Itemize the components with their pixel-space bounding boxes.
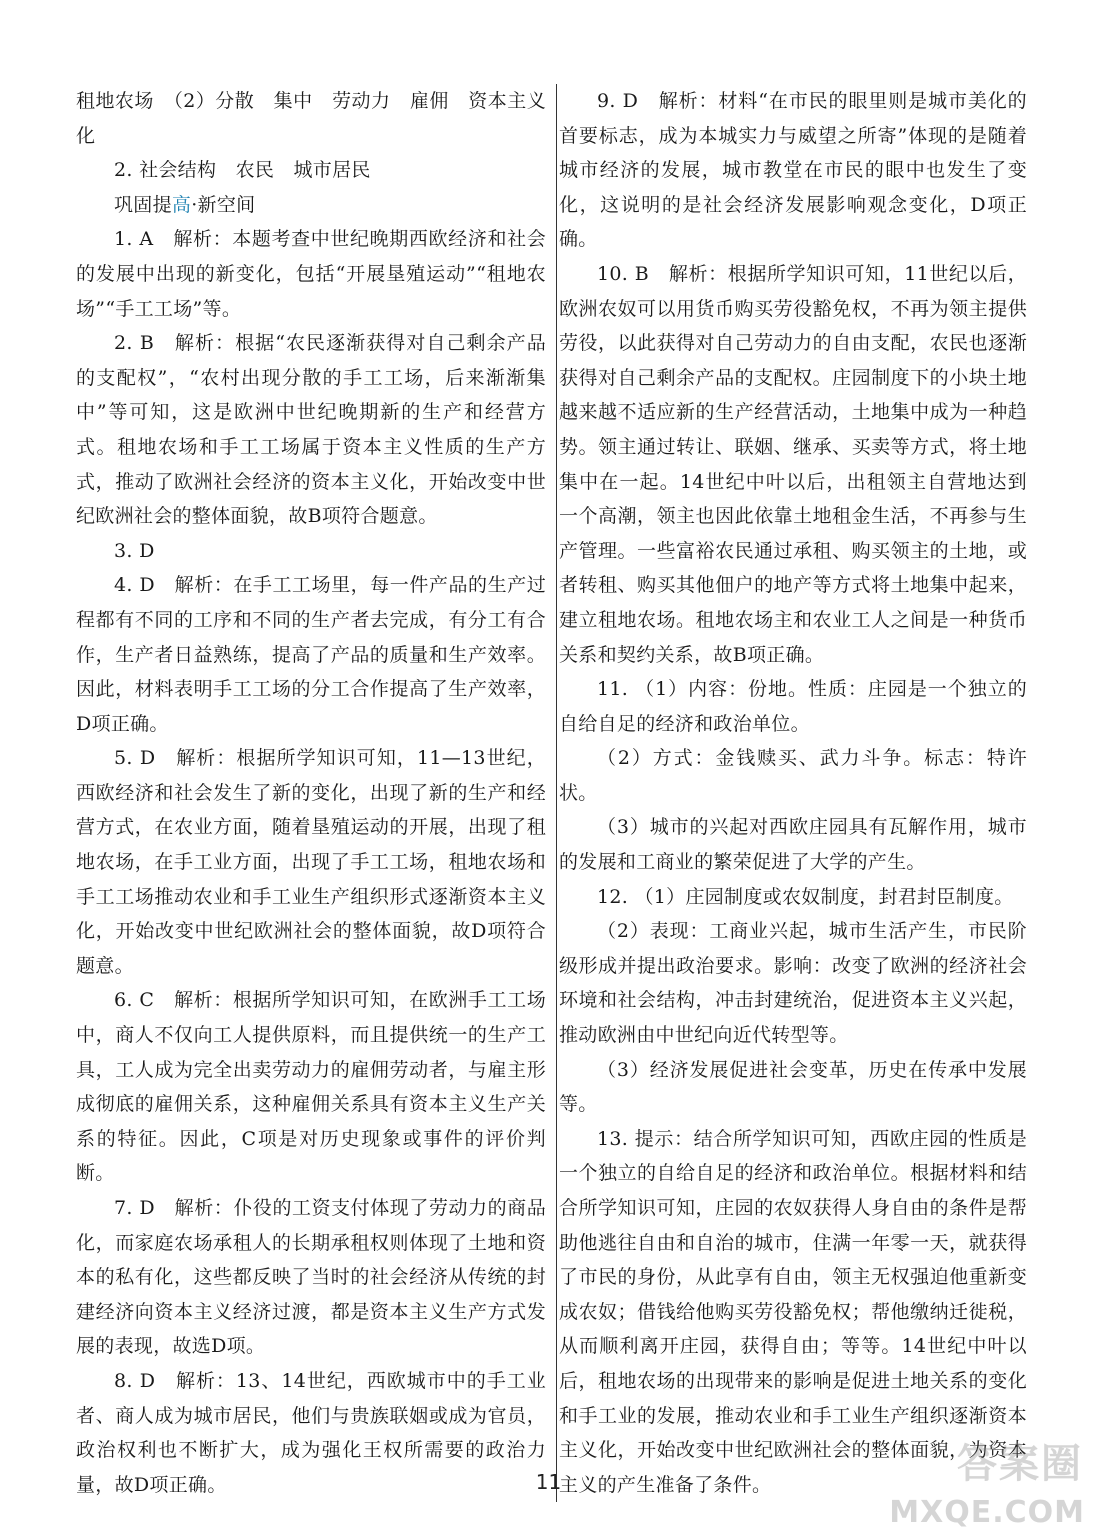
left-column [76, 84, 546, 1502]
answer-item: 2. B 解析：根据“农民逐渐获得对自己剩余产品的支配权”，“农村出现分散的手工工场，后来渐渐集中”等可知，这是欧洲中世纪晚期新的生产和经营方式。租地农场和手工工场属于资本主义性质的生产方式，推动了欧洲社会经济的资本主义化，开始改变中世纪欧洲社会的整体面貌，故B项符合题意。 [76, 332, 546, 528]
answer-item: （2）方式：金钱赎买、武力斗争。标志：特许状。 [559, 747, 1027, 804]
answer-item: （3）城市的兴起对西欧庄园具有瓦解作用，城市的发展和工商业的繁荣促进了大学的产生。 [559, 816, 1027, 874]
answer-item: 3. D [114, 539, 155, 562]
answer-item: 1. A 解析：本题考查中世纪晚期西欧经济和社会的发展中出现的新变化，包括“开展垦殖运动”“租地农场”“手工工场”等。 [76, 228, 546, 320]
answer-item: 9. D 解析：材料“在市民的眼里则是城市美化的首要标志，成为本城实力与威望之所寄”体现的是随着城市经济的发展，城市教堂在市民的眼中也发生了变化，这说明的是社会经济发展影响观念变化，D项正确。 [559, 90, 1027, 251]
watermark-logo [889, 1432, 1089, 1530]
paragraph: 租地农场 （2）分散 集中 劳动力 雇佣 资本主义化 [76, 90, 546, 147]
answer-item: 5. D 解析：根据所学知识可知，11—13世纪，西欧经济和社会发生了新的变化，出现了新的生产和经营方式，在农业方面，随着垦殖运动的开展，出现了租地农场，在手工业方面，出现了手工工场，租地农场和手工工场推动农业和手工业生产组织形式逐渐资本主义化，开始改变中世纪欧洲社会的整体面貌，故D项符合题意。 [76, 747, 546, 977]
answer-item: （2）表现：工商业兴起，城市生活产生，市民阶级形成并提出政治要求。影响：改变了欧洲的经济社会环境和社会结构，冲击封建统治，促进资本主义兴起，推动欧洲由中世纪向近代转型等。 [559, 920, 1027, 1047]
answer-item: 8. D 解析：13、14世纪，西欧城市中的手工业者、商人成为城市居民，他们与贵族联姻或成为官员，政治权利也不断扩大，成为强化王权所需要的政治力量，故D项正确。 [76, 1369, 546, 1496]
answer-item: （3）经济发展促进社会变革，历史在传承中发展等。 [559, 1058, 1027, 1116]
answer-item: 13. 提示：结合所学知识可知，西欧庄园的性质是一个独立的自给自足的经济和政治单位。根据材料和结合所学知识可知，庄园的农奴获得人身自由的条件是帮助他逃往自由和自治的城市，住满一年零一天，就获得了市民的身份，从此享有自由，领主无权强迫他重新变成农奴；借钱给他购买劳役豁免权；帮他缴纳迁徙税，从而顺利离开庄园，获得自由；等等。14世纪中叶以后，租地农场的出现带来的影响是促进土地关系的变化和手工业的发展，推动农业和手工业生产组织逐渐资本主义化，开始改变中世纪欧洲社会的整体面貌，为资本主义的产生准备了条件。 [559, 1127, 1027, 1496]
watermark-bottom-text: MXQE.COM [889, 1495, 1085, 1530]
section-heading: 巩固提高·新空间 [114, 193, 256, 216]
paragraph: 2. 社会结构 农民 城市居民 [114, 159, 371, 182]
answer-item: 7. D 解析：仆役的工资支付体现了劳动力的商品化，而家庭农场承租人的长期承租权则体现了土地和资本的私有化，这些都反映了当时的社会经济从传统的封建经济向资本主义经济过渡，都是资本主义生产方式发展的表现，故选D项。 [76, 1197, 546, 1358]
answer-item: 10. B 解析：根据所学知识可知，11世纪以后，欧洲农奴可以用货币购买劳役豁免权，不再为领主提供劳役，以此获得对自己劳动力的自由支配，农民也逐渐获得对自己剩余产品的支配权。庄园制度下的小块土地越来越不适应新的生产经营活动，土地集中成为一种趋势。领主通过转让、联姻、继承、买卖等方式，将土地集中在一起。14世纪中叶以后，出租领主自营地达到一个高潮，领主也因此依靠土地租金生活，不再参与生产管理。一些富裕农民通过承租、购买领主的土地，或者转租、购买其他佃户的地产等方式将土地集中起来，建立租地农场。租地农场主和农业工人之间是一种货币关系和契约关系，故B项正确。 [559, 262, 1027, 666]
watermark-top-text: 答案圈 [957, 1441, 1083, 1487]
answer-item: 11. （1）内容：份地。性质：庄园是一个独立的自给自足的经济和政治单位。 [559, 678, 1027, 735]
answer-item: 12. （1）庄园制度或农奴制度，封君封臣制度。 [597, 885, 1014, 908]
answer-item: 4. D 解析：在手工工场里，每一件产品的生产过程都有不同的工序和不同的生产者去完成，有分工有合作，生产者日益熟练，提高了产品的质量和生产效率。因此，材料表明手工工场的分工合作提高了生产效率，D项正确。 [76, 574, 546, 735]
answer-item: 6. C 解析：根据所学知识可知，在欧洲手工工场中，商人不仅向工人提供原料，而且提供统一的生产工具，工人成为完全出卖劳动力的雇佣劳动者，与雇主形成彻底的雇佣关系，这种雇佣关系具有资本主义生产关系的特征。因此，C项是对历史现象或事件的评价判断。 [76, 989, 546, 1185]
page-number: 11 [535, 1470, 562, 1494]
right-column [556, 84, 1027, 1502]
